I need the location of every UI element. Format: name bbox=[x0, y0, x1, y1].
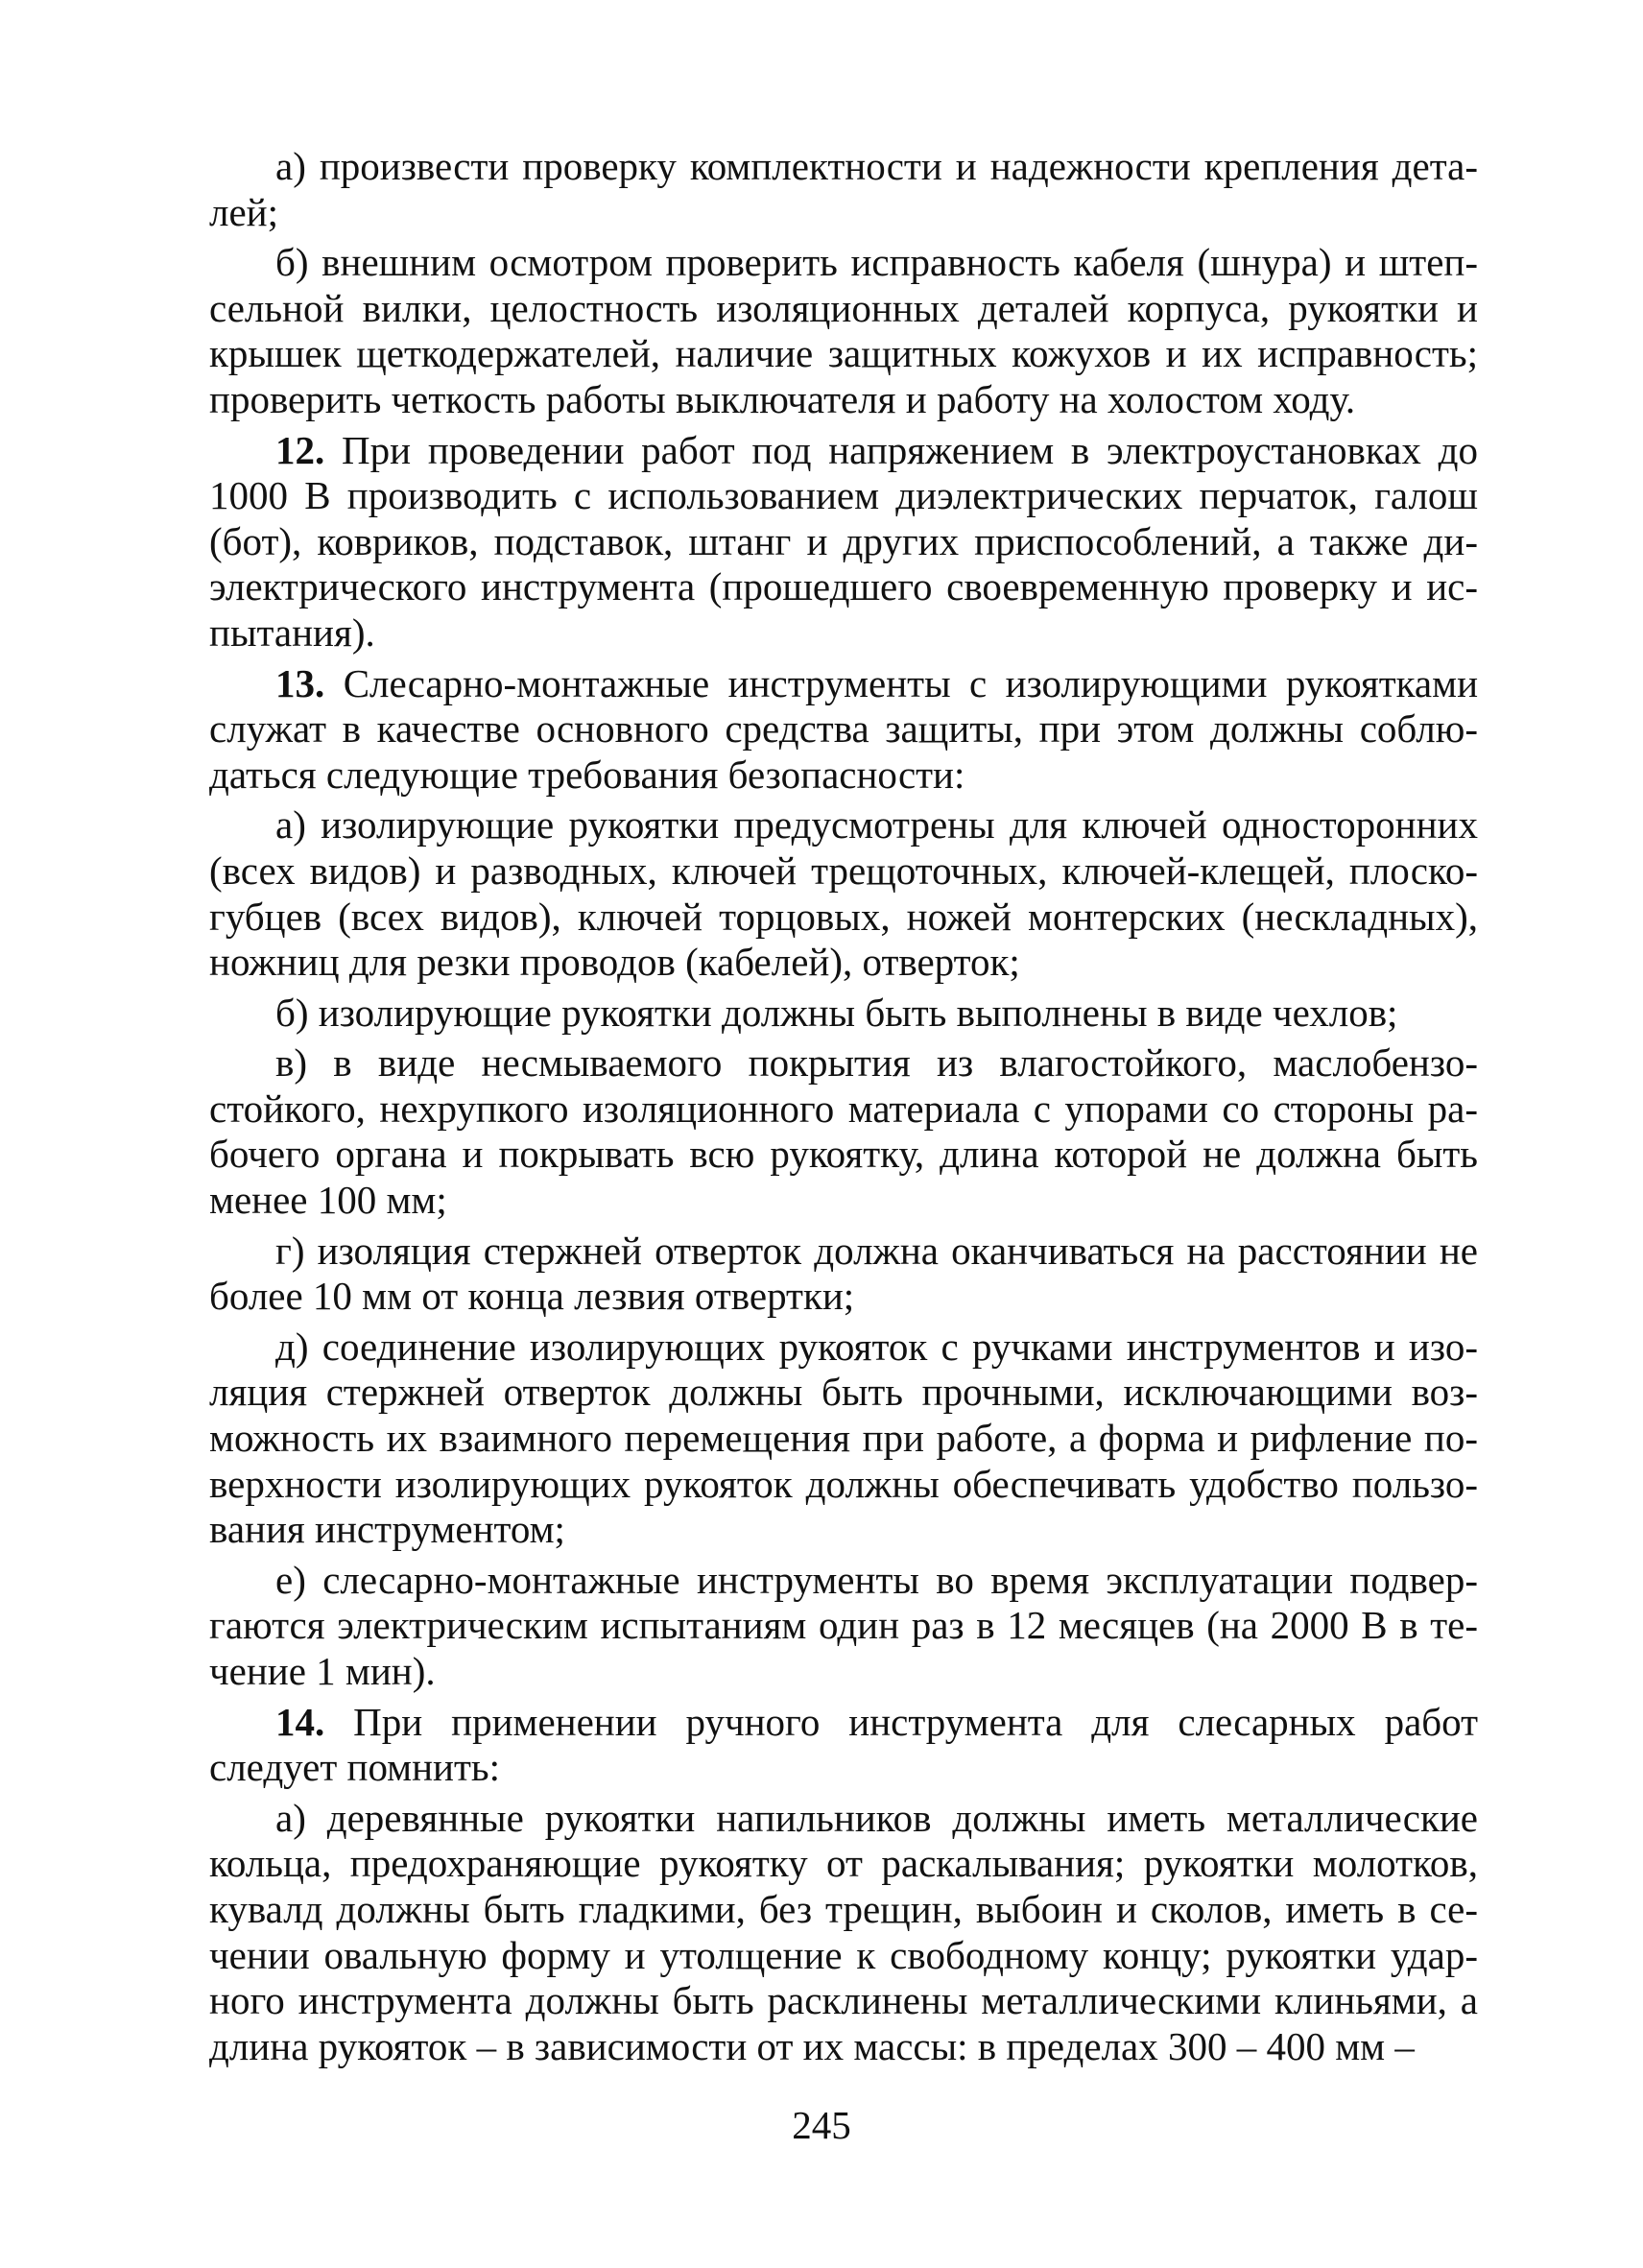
paragraph-number: 14. bbox=[275, 1699, 325, 1744]
paragraph-text: б) изолирующие рукоятки должны быть выполнены в виде чехлов; bbox=[275, 990, 1398, 1035]
paragraph-14 bbox=[209, 1700, 1478, 1791]
paragraph-14-item-a bbox=[209, 1796, 1478, 2070]
paragraph-text: в) в виде несмываемого покрытия из влагостойкого, маслобензостойкого, нехрупкого изоляционного материала с упорами со стороны рабочего органа и покрывать всю рукоятку, длина которой не должна быть менее 100 мм; bbox=[209, 1040, 1478, 1223]
paragraph-text: При проведении работ под напряжением в электроустановках до 1000 В производить с использованием диэлектрических перчаток, галош (бот), ковриков, подставок, штанг и других приспособлений, а также диэлектрического инструмента (прошедшего своевременную проверку и испытания). bbox=[209, 427, 1479, 655]
paragraph-number: 13. bbox=[275, 660, 325, 705]
paragraph-text: При применении ручного инструмента для слесарных работ следует помнить: bbox=[209, 1699, 1478, 1790]
paragraph-text: е) слесарно-монтажные инструменты во время эксплуатации подвергаются электрическим испытаниям один раз в 12 месяцев (на 2000 В в течение 1 мин). bbox=[209, 1557, 1478, 1693]
paragraph-12 bbox=[209, 428, 1478, 657]
paragraph-item-a bbox=[209, 144, 1478, 235]
paragraph-text: б) внешним осмотром проверить исправность кабеля (шнура) и штепсельной вилки, целостность изоляционных деталей корпуса, рукоятки и крышек щеткодержателей, наличие защитных кожухов и их исправность; проверить четкость работы выключателя и работу на холостом ходу. bbox=[209, 240, 1478, 421]
paragraph-13-item-b bbox=[209, 991, 1478, 1037]
paragraph-text: а) произвести проверку комплектности и надежности крепления деталей; bbox=[209, 144, 1478, 234]
paragraph-text: а) изолирующие рукоятки предусмотрены для ключей односторонних (всех видов) и разводных, ключей трещоточных, ключей-клещей, плоскогубцев (всех видов), ключей торцовых, ножей монтерских (нескладных), ножниц для резки проводов (кабелей), отверток; bbox=[209, 802, 1478, 985]
paragraph-text: Слесарно-монтажные инструменты с изолирующими рукоятками служат в качестве основного средства защиты, при этом должны соблюдаться следующие требования безопасности: bbox=[209, 660, 1479, 797]
paragraph-text: г) изоляция стержней отверток должна оканчиваться на расстоянии не более 10 мм от конца лезвия отвертки; bbox=[209, 1228, 1478, 1319]
paragraph-13-item-v bbox=[209, 1040, 1478, 1223]
page-number: 245 bbox=[792, 2103, 851, 2147]
paragraph-13-item-a bbox=[209, 802, 1478, 985]
paragraph-item-b bbox=[209, 240, 1478, 422]
paragraph-13-item-g bbox=[209, 1229, 1478, 1320]
paragraph-13-item-e bbox=[209, 1558, 1478, 1695]
paragraph-13 bbox=[209, 661, 1478, 799]
paragraph-text: а) деревянные рукоятки напильников должны иметь металлические кольца, предохраняющие рукоятку от раскалывания; рукоятки молотков, кувалд должны быть гладкими, без трещин, выбоин и сколов, иметь в сечении овальную форму и утолщение к свободному концу; рукоятки ударного инструмента должны быть расклинены металлическими клиньями, а длина рукояток – в зависимости от их массы: в пределах 300 – 400 мм – bbox=[209, 1795, 1478, 2068]
paragraph-number: 12. bbox=[275, 427, 325, 472]
page-body bbox=[209, 144, 1478, 2074]
paragraph-text: д) соединение изолирующих рукояток с ручками инструментов и изоляция стержней отверток должны быть прочными, исключающими возможность их взаимного перемещения при работе, а форма и рифление поверхности изолирующих рукояток должны обеспечивать удобство пользования инструментом; bbox=[209, 1324, 1478, 1552]
paragraph-13-item-d bbox=[209, 1325, 1478, 1553]
